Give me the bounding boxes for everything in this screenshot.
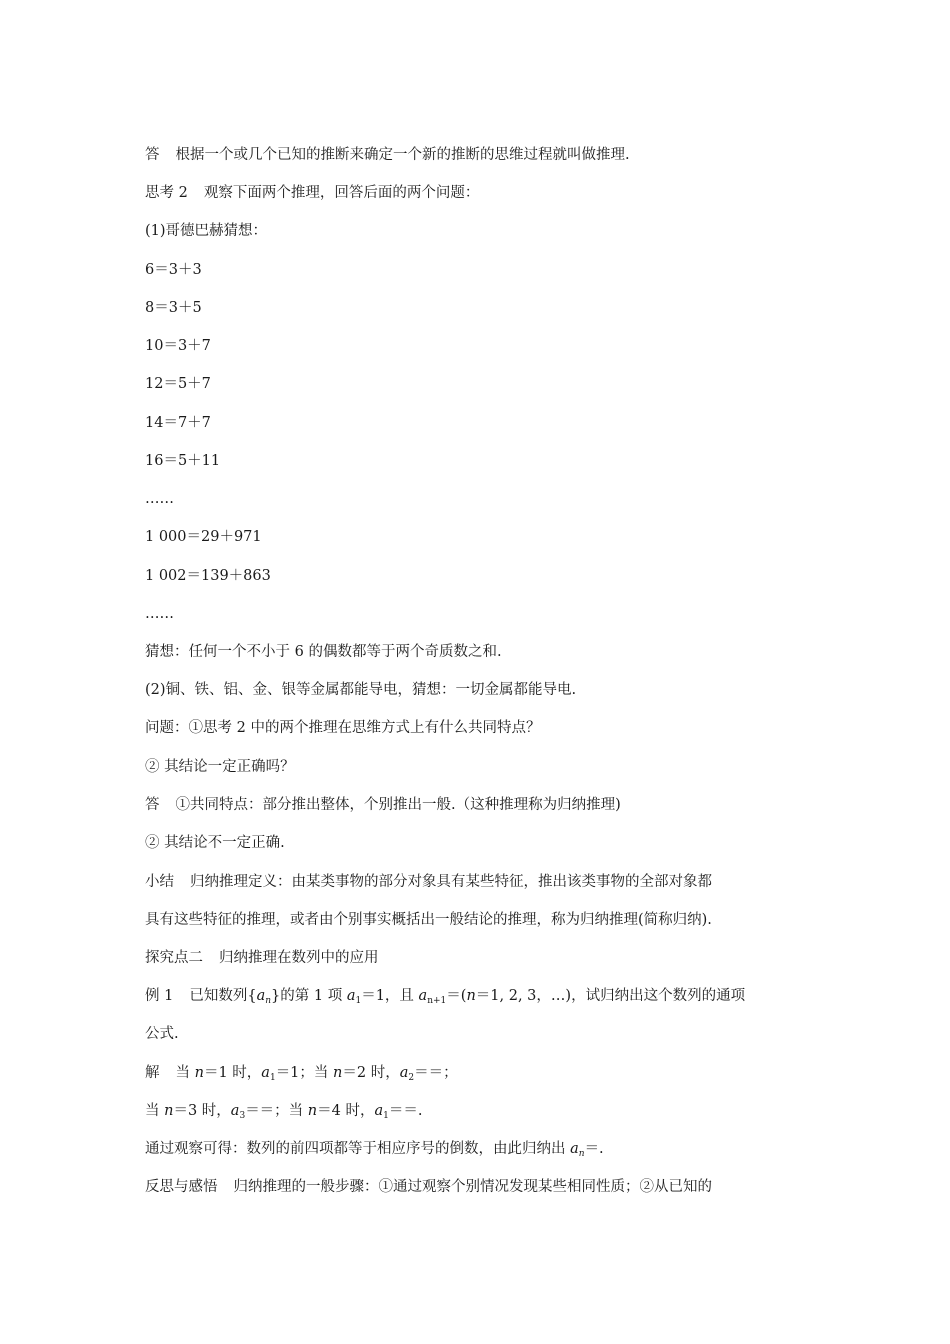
sub-n: n [578, 1149, 585, 1159]
solution-text: ＝3 时， [173, 1103, 231, 1119]
explore-text: 归纳推理在数列中的应用 [219, 950, 379, 966]
question-2: ② 其结论一定正确吗？ [145, 759, 295, 775]
solution-text: ＝1 时， [203, 1065, 262, 1081]
answer-2 [145, 795, 621, 815]
equation-line: 6＝3＋3 [145, 262, 202, 278]
sub-n-plus-1: n+1 [427, 996, 447, 1006]
solution-line-1 [145, 1063, 458, 1083]
solution-text: ＝＝； [414, 1065, 458, 1081]
question-1: 问题：①思考 2 中的两个推理在思维方式上有什么共同特点？ [145, 720, 541, 736]
var-a: a [256, 988, 266, 1004]
answer-2b: ② 其结论不一定正确. [145, 835, 285, 851]
explore-label: 探究点二 [145, 950, 203, 966]
explore-point-2 [145, 948, 379, 968]
var-n: n [466, 988, 476, 1004]
solution-line-2 [145, 1101, 422, 1121]
equation-line: 16＝5＋11 [145, 453, 221, 469]
equation-line: 1 000＝29＋971 [145, 529, 262, 545]
solution-label: 解 [145, 1065, 160, 1081]
summary-line-1 [145, 872, 712, 892]
reflection [145, 1177, 712, 1197]
var-a: a [261, 1065, 270, 1081]
metals-conjecture: (2)铜、铁、铝、金、银等金属都能导电，猜想：一切金属都能导电. [145, 682, 577, 698]
solution-text: ＝1；当 [275, 1065, 334, 1081]
reflection-text: 归纳推理的一般步骤：①通过观察个别情况发现某些相同性质；②从已知的 [233, 1179, 712, 1195]
solution-text: ＝4 时， [317, 1103, 375, 1119]
observation-text: 通过观察可得：数列的前四项都等于相应序号的倒数，由此归纳出 [145, 1141, 571, 1157]
solution-text: ＝＝；当 [245, 1103, 308, 1119]
var-n: n [333, 1065, 343, 1081]
example-text: ＝1，且 [361, 988, 419, 1004]
var-a: a [570, 1141, 579, 1157]
solution-text: ＝＝. [388, 1103, 423, 1119]
var-n: n [164, 1103, 174, 1119]
var-a: a [399, 1065, 409, 1081]
answer-label: 答 [145, 147, 160, 163]
think-text: 观察下面两个推理，回答后面的两个问题： [203, 185, 480, 201]
answer-label: 答 [145, 797, 160, 813]
solution-text: 当 [175, 1065, 195, 1081]
sub-1: 1 [269, 1073, 276, 1083]
conjecture: 猜想：任何一个不小于 6 的偶数都等于两个奇质数之和. [145, 644, 502, 660]
var-a: a [418, 988, 428, 1004]
sub-1: 1 [355, 996, 362, 1006]
equation-line: 8＝3＋5 [145, 300, 202, 316]
example-text: 已知数列{ [189, 988, 257, 1004]
answer-text: 根据一个或几个已知的推断来确定一个新的推断的思维过程就叫做推理. [175, 147, 630, 163]
var-a: a [230, 1103, 240, 1119]
observation-text: ＝. [584, 1141, 604, 1157]
equation-line: 12＝5＋7 [145, 376, 211, 392]
summary-label: 小结 [145, 874, 174, 890]
solution-text: 当 [145, 1103, 165, 1119]
var-a: a [374, 1103, 384, 1119]
example-1 [145, 986, 745, 1006]
think-label: 思考 2 [145, 185, 188, 201]
var-n: n [307, 1103, 318, 1119]
example-text: }的第 1 项 [271, 988, 347, 1004]
sub-2: 2 [408, 1073, 415, 1083]
ellipsis-line: …… [145, 491, 174, 507]
sub-1: 1 [383, 1111, 389, 1121]
var-a: a [346, 988, 356, 1004]
think-2 [145, 183, 479, 203]
example-text: ＝( [446, 988, 467, 1004]
example-label: 例 1 [145, 988, 174, 1004]
equation-line: 14＝7＋7 [145, 415, 211, 431]
sub-n: n [265, 996, 272, 1006]
sub-3: 3 [239, 1111, 246, 1121]
example-1-line-2: 公式. [145, 1026, 179, 1042]
answer-1 [145, 145, 630, 165]
summary-text: 归纳推理定义：由某类事物的部分对象具有某些特征，推出该类事物的全部对象都 [190, 874, 712, 890]
summary-line-2: 具有这些特征的推理，或者由个别事实概括出一般结论的推理，称为归纳推理(简称归纳). [145, 912, 712, 928]
equation-line: 10＝3＋7 [145, 338, 211, 354]
goldbach-title: (1)哥德巴赫猜想： [145, 223, 268, 239]
reflection-label: 反思与感悟 [145, 1179, 218, 1195]
var-n: n [194, 1065, 204, 1081]
solution-text: ＝2 时， [342, 1065, 400, 1081]
equation-line: 1 002＝139＋863 [145, 568, 271, 584]
observation [145, 1139, 604, 1159]
ellipsis-line: …… [145, 606, 174, 622]
example-text: ＝1, 2, 3，…)，试归纳出这个数列的通项 [475, 988, 746, 1004]
answer-text: ①共同特点：部分推出整体，个别推出一般.（这种推理称为归纳推理) [175, 797, 621, 813]
